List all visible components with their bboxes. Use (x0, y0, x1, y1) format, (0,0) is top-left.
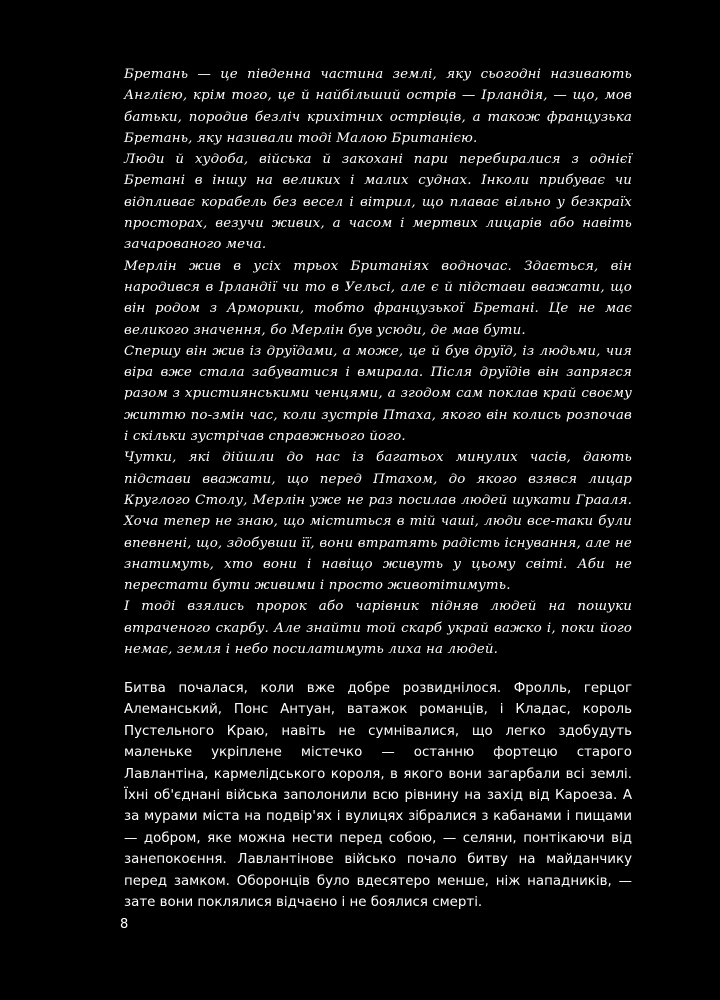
body-paragraph: Битва почалася, коли вже добре розвиднілося. Фролль, герцог Алеманський, Понс Антуан, ватажок романців, і Кладас, король Пустельного Краю, навіть не сумнівалися, що легко здобудуть маленьке укріплене містечко — останню фортецю старого Лавлантіна, кармелідського короля, в якого вони загарбали всі землі. Їхні об'єднані війська заполонили всю рівнину на захід від Кароеза. А за мурами міста на подвір'ях і вулицях зібралися з кабанами і пищами — добром, яке можна нести перед собою, — селяни, понтікаючи від занепокоєння. Лавлантінове військо почало битву на майданчику перед замком. Оборонців було вдесятеро менше, ніж нападників, — зате вони поклялися відчаєно і не боялися смерті. (124, 681, 632, 911)
italic-paragraph: Чутки, які дійшли до нас із багатьох минулих часів, дають підстави вважати, що перед Птахом, до якого взявся лицар Круглого Столу, Мерлін уже не раз посилав людей шукати Грааля. Хоча тепер не знаю, що міститься в тій чаші, люди все-таки були впевнені, що, здобувши її, вони втратять радість існування, але не знатимуть, хто вони і навіщо живуть у цьому світі. Аби не перестати бути живими і просто животітимуть. (124, 450, 632, 594)
italic-paragraph: Люди й худоба, війська й закохані пари перебиралися з однієї Бретані в іншу на великих і малих суднах. Інколи прибуває чи відпливає корабель без весел і вітрил, що плаває вільно у безкраїх просторах, везучи живих, а часом і мертвих лицарів або навіть зачарованого меча. (124, 152, 632, 253)
italic-paragraph: Бретань — це південна частина землі, яку сьогодні називають Англією, крім того, це й найбільший острів — Ірландія, — що, мов батьки, породив безліч крихітних острівців, а також французька Бретань, яку називали тоді Малою Британією. (124, 67, 632, 146)
italic-paragraph: Спершу він жив із друїдами, а може, це й був друїд, із людьми, чия віра вже стала забуватися і вмирала. Після друїдів він запрягся разом з християнськими ченцями, а згодом сам поклав край своєму життю по-змін час, коли зустрів Птаха, якого він колись розпочав і скільки зустрічав справжнього його. (124, 343, 632, 445)
page-number: 8 (120, 917, 129, 932)
italic-paragraph: І тоді взялись пророк або чарівник підняв людей на пошуки втраченого скарбу. Але знайти той скарб украй важко і, поки його немає, земля і небо посилатимуть лиха на людей. (124, 599, 632, 658)
italic-paragraph: Мерлін жив в усіх трьох Британіях водночас. Здається, він народився в Ірландії чи то в Уельсі, але є й підстави вважати, що він родом з Арморики, тобто французької Бретані. Це не має великого значення, бо Мерлін був усюди, де мав бути. (124, 258, 632, 338)
italic-prologue (124, 64, 632, 660)
main-text (124, 678, 632, 913)
